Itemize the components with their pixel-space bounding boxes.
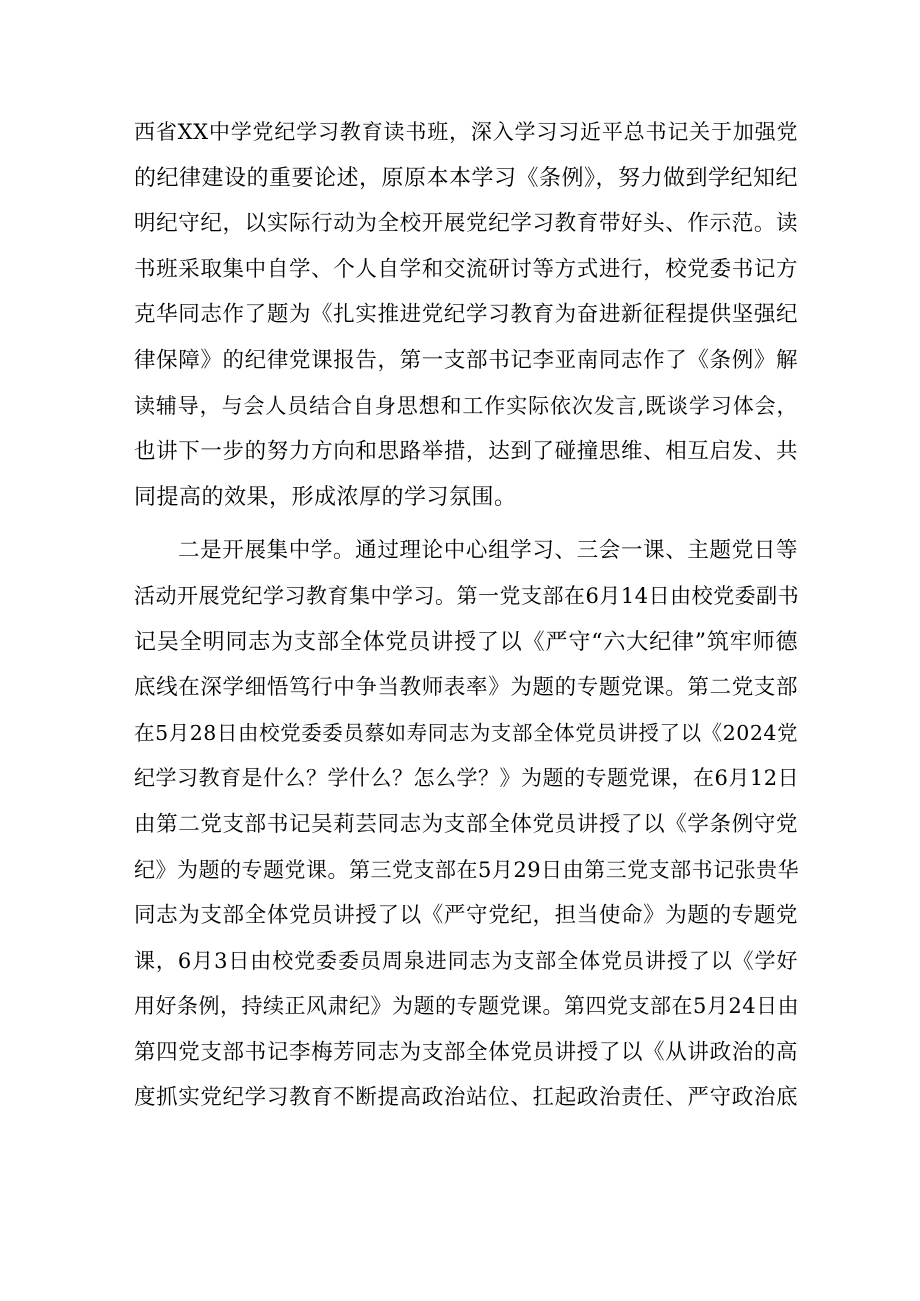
document-body — [134, 110, 798, 1121]
text-line: 克华同志作了题为《扎实推进党纪学习教育为奋进新征程提供坚强纪 — [134, 302, 798, 328]
text-line: 律保障》的纪律党课报告，第一支部书记李亚南同志作了《条例》解 — [134, 347, 798, 373]
paragraph-2 — [134, 528, 798, 1121]
text-line: 度抓实党纪学习教育不断提高政治站位、扛起政治责任、严守政治底 — [134, 1085, 798, 1111]
text-line: 明纪守纪，以实际行动为全校开展党纪学习教育带好头、作示范。读 — [134, 211, 798, 237]
text-line: 由第二党支部书记吴莉芸同志为支部全体党员讲授了以《学条例守党 — [134, 811, 798, 837]
text-line: 西省XX中学党纪学习教育读书班，深入学习习近平总书记关于加强党 — [134, 120, 798, 144]
text-line: 书班采取集中自学、个人自学和交流研讨等方式进行，校党委书记方 — [134, 256, 798, 282]
text-line: 第四党支部书记李梅芳同志为支部全体党员讲授了以《从讲政治的高 — [134, 1039, 798, 1065]
paragraph-1 — [134, 110, 798, 520]
text-line: 课，6月3日由校党委委员周泉进同志为支部全体党员讲授了以《学好 — [134, 948, 798, 973]
text-line: 用好条例，持续正风肃纪》为题的专题党课。第四党支部在5月24日由 — [134, 994, 800, 1019]
text-line: 底线在深学细悟笃行中争当教师表率》为题的专题党课。第二党支部 — [134, 675, 798, 701]
text-line: 活动开展党纪学习教育集中学习。第一党支部在6月14日由校党委副书 — [134, 583, 800, 608]
text-line: 同志为支部全体党员讲授了以《严守党纪，担当使命》为题的专题党 — [134, 903, 798, 929]
text-line: 读辅导，与会人员结合自身思想和工作实际依次发言,既谈学习体会， — [134, 393, 798, 418]
text-line: 纪》为题的专题党课。第三党支部在5月29日由第三党支部书记张贵华 — [134, 857, 800, 882]
text-line: 同提高的效果，形成浓厚的学习氛围。 — [134, 484, 517, 510]
text-line: 记吴全明同志为支部全体党员讲授了以《严守“六大纪律”筑牢师德 — [134, 629, 798, 655]
text-line: 纪学习教育是什么？学什么？怎么学？》为题的专题党课，在6月12日 — [134, 766, 800, 791]
text-line: 也讲下一步的努力方向和思路举措，达到了碰撞思维、相互启发、共 — [134, 439, 798, 465]
paragraph-gap — [134, 520, 798, 528]
text-line: 在5月28日由校党委委员蔡如寿同志为支部全体党员讲授了以《2024党 — [134, 720, 798, 745]
text-line: 的纪律建设的重要论述，原原本本学习《条例》，努力做到学纪知纪 — [134, 165, 799, 191]
text-line-indented: 二是开展集中学。通过理论中心组学习、三会一课、主题党日等 — [178, 538, 798, 564]
